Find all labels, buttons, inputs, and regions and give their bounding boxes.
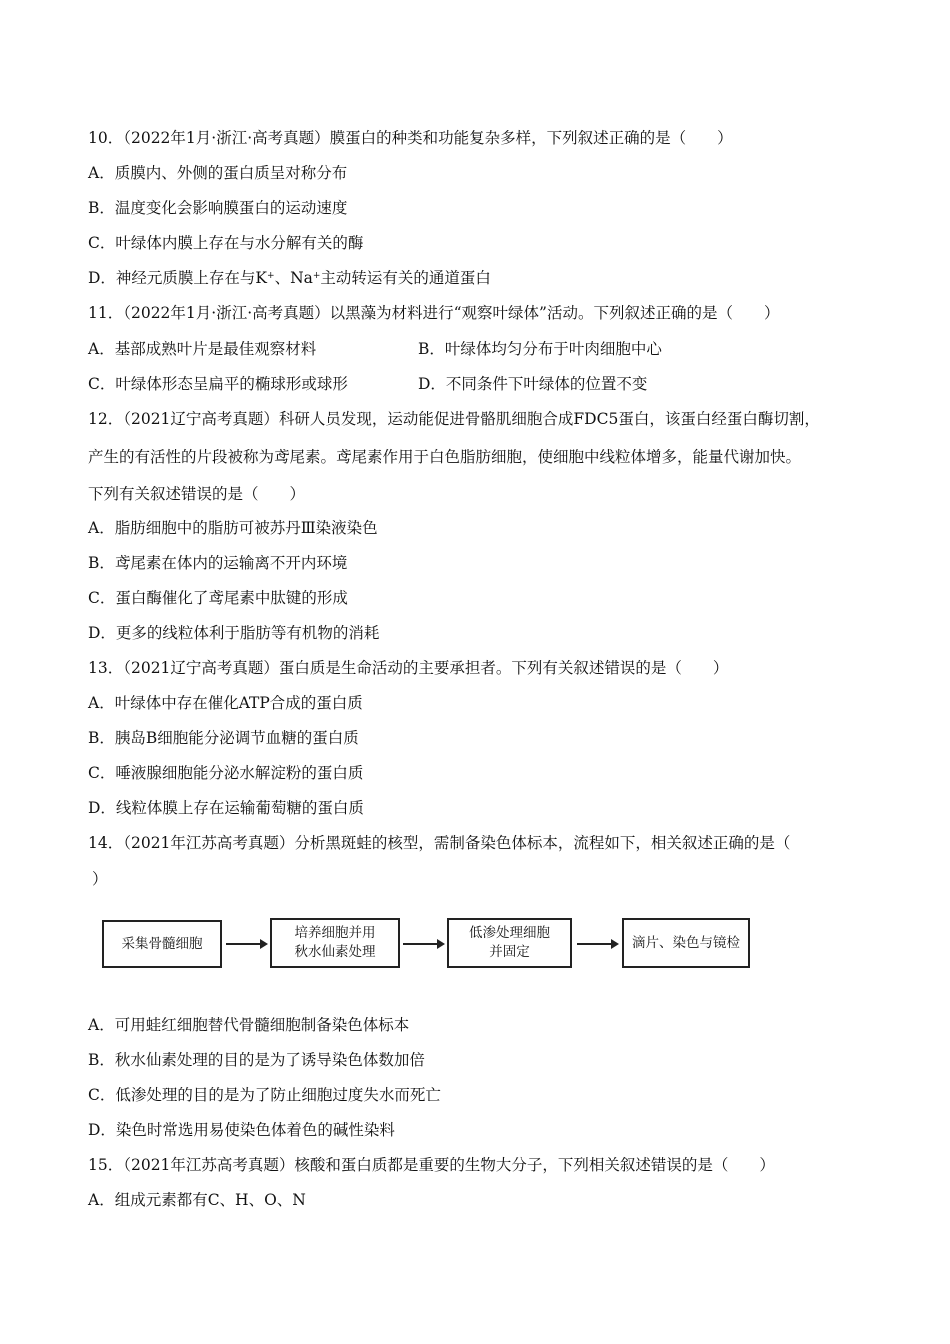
question-10-stem: 10．（2022年1月·浙江·高考真题）膜蛋白的种类和功能复杂多样，下列叙述正确的是（ ） — [88, 129, 733, 147]
flow-arrow-1 — [226, 943, 266, 945]
question-11-option-c: C．叶绿体形态呈扁平的椭球形或球形 — [88, 375, 348, 393]
question-12-option-c: C．蛋白酶催化了鸢尾素中肽键的形成 — [88, 589, 348, 607]
question-12-option-a: A．脂肪细胞中的脂肪可被苏丹Ⅲ染液染色 — [88, 519, 378, 537]
question-11-option-b: B．叶绿体均匀分布于叶肉细胞中心 — [418, 340, 662, 358]
question-11-stem: 11．（2022年1月·浙江·高考真题）以黑藻为材料进行“观察叶绿体”活动。下列叙述正确的是（ ） — [88, 304, 780, 322]
question-15-option-a: A．组成元素都有C、H、O、N — [88, 1191, 306, 1209]
flow-step-slide-stain-examine: 滴片、染色与镜检 — [622, 918, 750, 968]
flow-step-culture-colchicine: 培养细胞并用 秋水仙素处理 — [270, 918, 400, 968]
question-12-stem-line1: 12．（2021辽宁高考真题）科研人员发现，运动能促进骨骼肌细胞合成FDC5蛋白，该蛋白经蛋白酶切割， — [88, 410, 820, 428]
question-12-option-b: B．鸢尾素在体内的运输离不开内环境 — [88, 554, 348, 572]
question-13-stem: 13．（2021辽宁高考真题）蛋白质是生命活动的主要承担者。下列有关叙述错误的是（ ） — [88, 659, 729, 677]
question-12-option-d: D．更多的线粒体利于脂肪等有机物的消耗 — [88, 624, 380, 642]
question-10-option-c: C．叶绿体内膜上存在与水分解有关的酶 — [88, 234, 364, 252]
question-14-option-b: B．秋水仙素处理的目的是为了诱导染色体数加倍 — [88, 1051, 425, 1069]
flow-arrow-2 — [403, 943, 443, 945]
question-15-stem: 15．（2021年江苏高考真题）核酸和蛋白质都是重要的生物大分子，下列相关叙述错误的是（ ） — [88, 1156, 775, 1174]
question-12-stem-line2: 产生的有活性的片段被称为鸢尾素。鸢尾素作用于白色脂肪细胞，使细胞中线粒体增多，能量代谢加快。 — [88, 448, 802, 466]
question-14-option-d: D．染色时常选用易使染色体着色的碱性染料 — [88, 1121, 395, 1139]
question-13-option-b: B．胰岛B细胞能分泌调节血糖的蛋白质 — [88, 729, 359, 747]
question-10-option-a: A．质膜内、外侧的蛋白质呈对称分布 — [88, 164, 348, 182]
question-14-stem-line1: 14．（2021年江苏高考真题）分析黑斑蛙的核型，需制备染色体标本，流程如下，相关叙述正确的是（ — [88, 834, 791, 852]
question-13-option-d: D．线粒体膜上存在运输葡萄糖的蛋白质 — [88, 799, 364, 817]
question-13-option-c: C．唾液腺细胞能分泌水解淀粉的蛋白质 — [88, 764, 364, 782]
question-12-stem-line3: 下列有关叙述错误的是（ ） — [88, 485, 306, 503]
flow-step-collect-marrow-cells: 采集骨髓细胞 — [102, 920, 222, 968]
question-13-option-a: A．叶绿体中存在催化ATP合成的蛋白质 — [88, 694, 363, 712]
flow-arrow-3 — [577, 943, 617, 945]
flow-step-hypotonic-fix: 低渗处理细胞 并固定 — [447, 918, 572, 968]
question-14-option-c: C．低渗处理的目的是为了防止细胞过度失水而死亡 — [88, 1086, 441, 1104]
question-11-option-d: D．不同条件下叶绿体的位置不变 — [418, 375, 648, 393]
question-14-option-a: A．可用蛙红细胞替代骨髓细胞制备染色体标本 — [88, 1016, 410, 1034]
question-10-option-b: B．温度变化会影响膜蛋白的运动速度 — [88, 199, 348, 217]
question-14-stem-line2: ） — [92, 870, 108, 888]
question-11-option-a: A．基部成熟叶片是最佳观察材料 — [88, 340, 317, 358]
question-10-option-d: D．神经元质膜上存在与K+、Na+主动转运有关的通道蛋白 — [88, 269, 491, 287]
